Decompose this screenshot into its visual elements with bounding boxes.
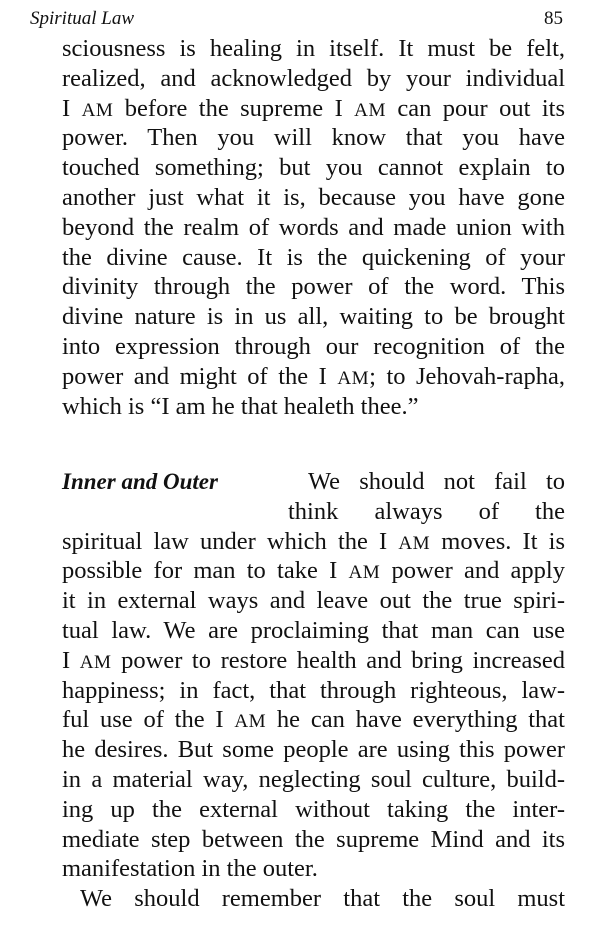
section-first-lines [288, 467, 565, 527]
text-line: happiness; in fact, that through righteous, law- [62, 676, 565, 704]
text-line: realized, and acknowledged by your individual [62, 64, 565, 92]
text-line: which is “I am he that healeth thee.” [62, 392, 419, 420]
text-line: divinity through the power of the word. This [62, 273, 565, 301]
text-line: in a material way, neglecting soul culture, build- [62, 765, 565, 793]
page-number: 85 [544, 8, 563, 29]
text-line: We should remember that the soul must [80, 885, 565, 913]
text-line: tual law. We are proclaiming that man can use [62, 616, 565, 644]
text-line: power and might of the I AM; to Jehovah-rapha, [62, 362, 565, 390]
text-line: manifestation in the outer. [62, 855, 318, 883]
text-line: power. Then you will know that you have [62, 124, 565, 152]
small-caps-am: AM [354, 99, 386, 121]
text-line: spiritual law under which the I AM moves. It is [62, 527, 565, 555]
small-caps-am: AM [398, 532, 431, 554]
small-caps-am: AM [79, 651, 112, 673]
section-inner-and-outer [62, 467, 565, 914]
text-line: sciousness is healing in itself. It must be felt, [62, 35, 565, 62]
text-line: I AM power to restore health and bring increased [62, 646, 565, 674]
running-head-title: Spiritual Law [30, 8, 134, 29]
next-paragraph [62, 884, 565, 914]
small-caps-am: AM [234, 711, 267, 733]
text-line: touched something; but you cannot explain to [62, 154, 565, 182]
text-line: he desires. But some people are using this power [62, 736, 565, 764]
small-caps-am: AM [348, 562, 381, 584]
section-heading: Inner and Outer [62, 469, 218, 494]
text-line: beyond the realm of words and made union with [62, 213, 565, 241]
text-line: divine nature is in us all, waiting to be brought [62, 303, 565, 331]
text-line: into expression through our recognition of the [62, 332, 565, 360]
text-line: I AM before the supreme I AM can pour out its [62, 94, 565, 122]
small-caps-am: AM [337, 367, 370, 389]
text-line: We should not fail to [308, 468, 565, 495]
text-line: another just what it is, because you have gone [62, 183, 565, 211]
text-line: possible for man to take I AM power and apply [62, 557, 565, 585]
paragraph-continued [62, 34, 565, 421]
section-body [62, 527, 565, 885]
text-line: the divine cause. It is the quickening of your [62, 243, 565, 271]
text-line: it in external ways and leave out the true spiri- [62, 587, 565, 615]
text-line: ful use of the I AM he can have everything that [62, 706, 565, 734]
text-line: think always of the [288, 497, 565, 525]
small-caps-am: AM [81, 99, 114, 121]
text-line: mediate step between the supreme Mind and its [62, 825, 565, 853]
text-line: ing up the external without taking the inter- [62, 795, 565, 823]
